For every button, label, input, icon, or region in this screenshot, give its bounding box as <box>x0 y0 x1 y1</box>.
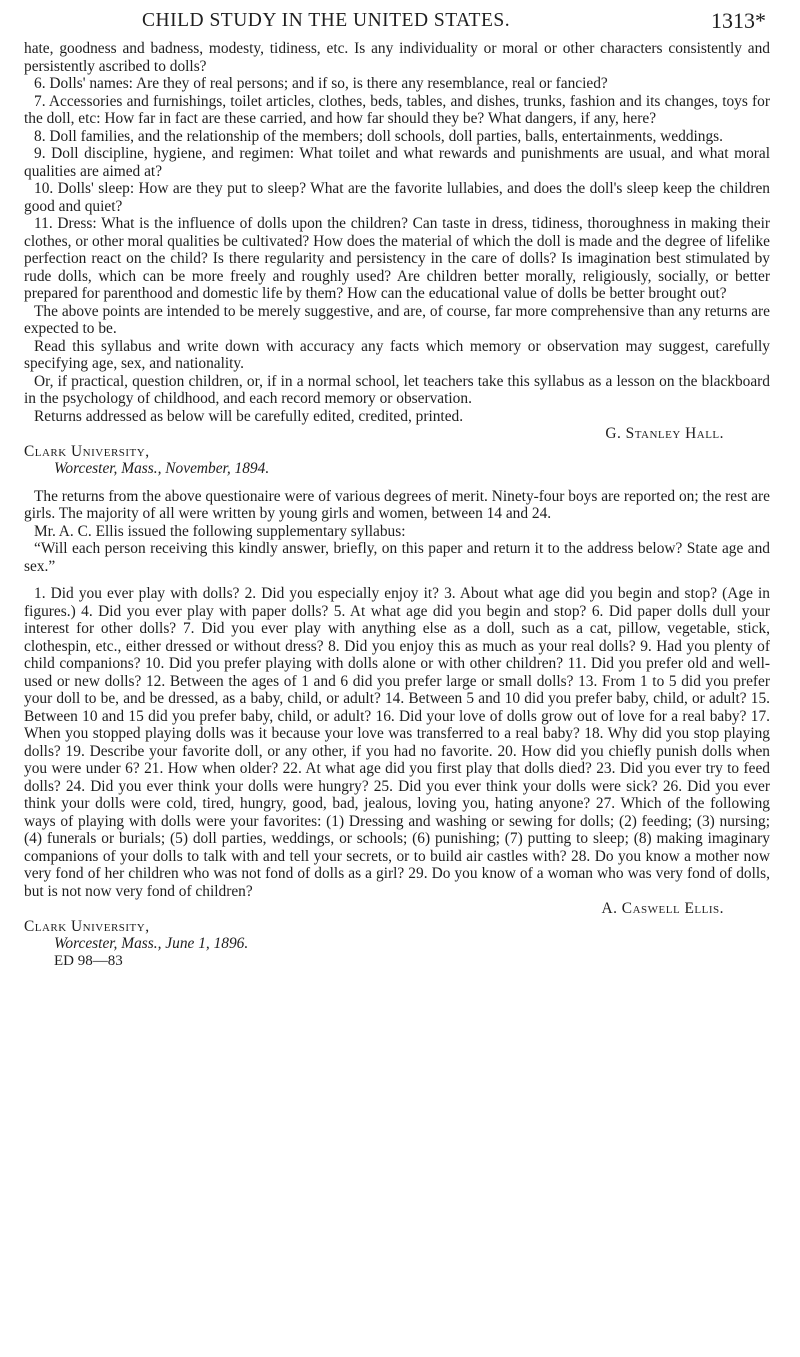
question-list: 1. Did you ever play with dolls? 2. Did you especially enjoy it? 3. About what age did you begin and stop? (Age in figures.) 4. Did you ever play with paper dolls? 5. At what age did you begin and stop? 6. Did paper dolls dull your interest for other dolls? 7. Did you ever play with anything else as a doll, such as a cat, pillow, vegetable, stick, clothespin, etc., either dressed or without dress? 8. Did you enjoy this as much as your real dolls? 9. Had you plenty of child companions? 10. Did you prefer playing with dolls alone or with other children? 11. Did you prefer old and well-used or new dolls? 12. Between the ages of 1 and 6 did you prefer large or small dolls? 13. From 1 to 5 did you prefer your doll to be, and be dressed, as a baby, child, or adult? 14. Between 5 and 10 did you prefer baby, child, or adult? 15. Between 10 and 15 did you prefer baby, child, or adult? 16. Did your love of dolls grow out of love for a real baby? 17. When you stopped playing dolls was it because your love was transferred to a real baby? 18. Why did you stop playing dolls? 19. Describe your favorite doll, or any other, if you had no favorite. 20. How did you chiefly punish dolls when you were under 6? 21. How when older? 22. At what age did you first play that dolls died? 23. Did you ever try to feed dolls? 24. Did you ever think your dolls were hungry? 25. Did you ever think your dolls were sick? 26. Did you ever think your dolls were cold, tired, hungry, good, bad, jealous, loving you, hating anyone? 27. Which of the following ways of playing with dolls were your favorites: (1) Dressing and washing or sewing for dolls; (2) feeding; (3) nursing; (4) funerals or burials; (5) doll parties, weddings, or schools; (6) punishing; (7) putting to sleep; (8) making imaginary companions of your dolls to talk with and tell your secrets, or to build air castles with? 28. Do you know a mother now very fond of her children who was not fond of dolls as a girl? 29. Do you know of a woman who was very fond of dolls, but is not now very fond of children? <box>24 585 770 900</box>
paragraph: “Will each person receiving this kindly answer, briefly, on this paper and return it to the address below? State age and sex.” <box>24 540 770 575</box>
paragraph: Or, if practical, question children, or, if in a normal school, let teachers take this syllabus as a lesson on the blackboard in the psychology of childhood, and each record memory or observation. <box>24 372 770 407</box>
paragraph: Read this syllabus and write down with accuracy any facts which memory or observation may suggest, carefully specifying age, sex, and nationality. <box>24 337 770 372</box>
paragraph: 10. Dolls' sleep: How are they put to sleep? What are the favorite lullabies, and does the doll's sleep keep the children good and quiet? <box>24 180 770 215</box>
affiliation: Clark University, <box>24 917 150 935</box>
page-header <box>24 6 770 40</box>
paragraph: 9. Doll discipline, hygiene, and regimen: What toilet and what rewards and punishments are usual, and what moral qualities are aimed at? <box>24 145 770 180</box>
page-number: 1313* <box>711 8 766 33</box>
paragraph: 6. Dolls' names: Are they of real persons; and if so, is there any resemblance, real or fancied? <box>34 75 608 92</box>
paragraph: Mr. A. C. Ellis issued the following supplementary syllabus: <box>34 522 406 540</box>
place-date: Worcester, Mass., November, 1894. <box>54 460 270 477</box>
body-text <box>24 40 770 970</box>
paragraph: 11. Dress: What is the influence of dolls upon the children? Can taste in dress, tidiness, thoroughness in making their clothes, or other moral qualities be cultivated? How does the material of which the doll is made and the degree of lifelike perfection react on the child? Is there regularity and persistency in the care of dolls? Is imagination best stimulated by rude dolls, which can be more freely and roughly used? Are children better morally, religiously, socially, or better prepared for parenthood and domestic life by them? How can the educational value of dolls be better brought out? <box>24 215 770 302</box>
running-head: CHILD STUDY IN THE UNITED STATES. <box>142 10 511 31</box>
signature: G. Stanley Hall. <box>605 425 724 442</box>
footer-mark: ED 98—83 <box>54 952 123 969</box>
affiliation: Clark University, <box>24 442 150 460</box>
paragraph: hate, goodness and badness, modesty, tidiness, etc. Is any individuality or moral or other characters consistently and persistently ascribed to dolls? <box>24 40 770 75</box>
paragraph: 7. Accessories and furnishings, toilet articles, clothes, beds, tables, and dishes, trunks, fashion and its changes, toys for the doll, etc: How far in fact are these carried, and how far should they be? What dangers, if any, here? <box>24 92 770 127</box>
paragraph: The returns from the above questionaire were of various degrees of merit. Ninety-four boys are reported on; the rest are girls. The majority of all were written by young girls and women, between 14 and 24. <box>24 487 770 522</box>
paragraph: Returns addressed as below will be carefully edited, credited, printed. <box>34 407 464 425</box>
signature: A. Caswell Ellis. <box>601 900 724 917</box>
section-gap <box>24 478 770 488</box>
place-date: Worcester, Mass., June 1, 1896. <box>54 935 249 952</box>
paragraph: The above points are intended to be merely suggestive, and are, of course, far more comprehensive than any returns are expected to be. <box>24 302 770 337</box>
paragraph: 8. Doll families, and the relationship of the members; doll schools, doll parties, balls, entertainments, weddings. <box>34 127 724 145</box>
section-gap <box>24 575 770 585</box>
